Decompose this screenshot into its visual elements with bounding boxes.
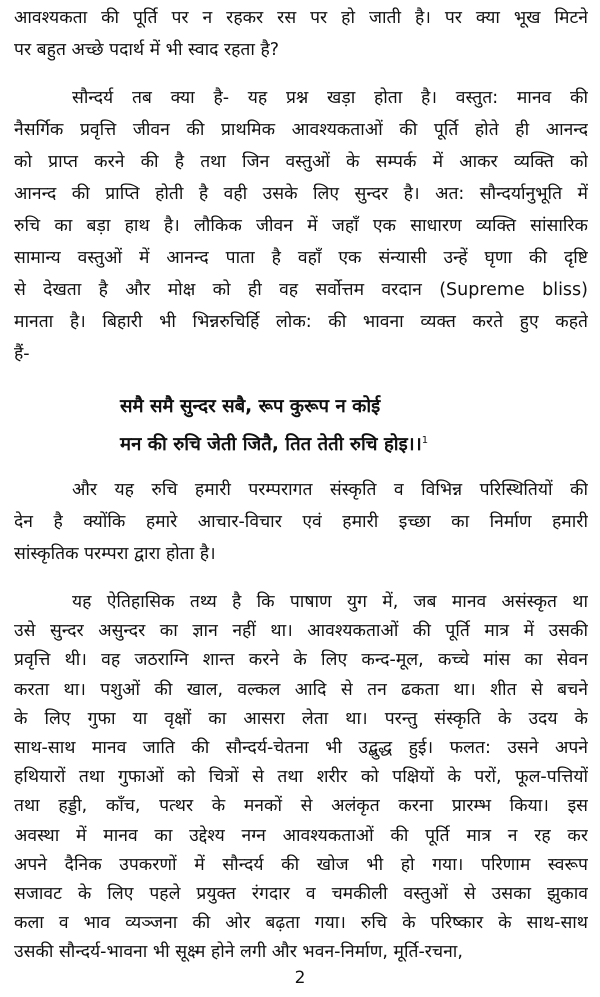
paragraph-4-line: उसकी सौन्दर्य-भावना भी सूक्ष्म होने लगी और भवन-निर्माण, मूर्ति-रचना, [14,942,463,963]
paragraph-2-line: मानता है। बिहारी भी भिन्नरुचिर्हि लोक: की भावना व्यक्त करते हुए कहते [14,312,588,332]
paragraph-2-line: से देखता है और मोक्ष को ही वह सर्वोत्तम वरदान (Supreme bliss) [14,280,588,300]
verse-line-1: समै समै सुन्दर सबै, रूप कुरूप न कोई [120,396,381,417]
paragraph-1-line: आवश्यकता की पूर्ति पर न रहकर रस पर हो जाती है। पर क्या भूख मिटने [14,8,588,28]
paragraph-4-line: उसे सुन्दर असुन्दर का ज्ञान नहीं था। आवश्यकताओं की पूर्ति मात्र में उसकी [14,621,588,642]
paragraph-2-line: को प्राप्त करने की है तथा जिन वस्तुओं के सम्पर्क में आकर व्यक्ति को [14,152,588,172]
paragraph-4-line: हथियारों तथा गुफाओं को चित्रों से तथा शरीर को पक्षियों के परों, फूल-पत्तियों [14,767,588,788]
paragraph-2-line: सौन्दर्य तब क्या है- यह प्रश्न खड़ा होता है। वस्तुत: मानव की [72,88,588,108]
paragraph-4-line: साथ-साथ मानव जाति की सौन्दर्य-चेतना भी उद्बुद्ध हुई। फलत: उसने अपने [14,738,588,758]
paragraph-3-line: देन है क्योंकि हमारे आचार-विचार एवं हमारी इच्छा का निर्माण हमारी [14,512,588,532]
paragraph-4-line: अवस्था में मानव का उद्देश्य नग्न आवश्यकताओं की पूर्ति मात्र न रह कर [14,825,588,846]
paragraph-1-line: पर बहुत अच्छे पदार्थ में भी स्वाद रहता है? [14,40,280,60]
paragraph-4-line: यह ऐतिहासिक तथ्य है कि पाषाण युग में, जब मानव असंस्कृत था [72,592,588,612]
paragraph-4-line: अपने दैनिक उपकरणों में सौन्दर्य की खोज भी हो गया। परिणाम स्वरूप [14,854,588,875]
paragraph-4-line: कला व भाव व्यञ्जना की ओर बढ़ता गया। रुचि के परिष्कार के साथ-साथ [14,913,588,934]
paragraph-4-line: सजावट के लिए पहले प्रयुक्त रंगदार व चमकीली वस्तुओं से उसका झुकाव [14,884,588,904]
paragraph-4-line: तथा हड्डी, काँच, पत्थर के मनकों से अलंकृत करना प्रारम्भ किया। इस [14,796,588,817]
verse-line-2-text: मन की रुचि जेती जितै, तित तेती रुचि होइ।। [120,434,422,456]
paragraph-2-line: हैं- [14,344,30,364]
verse-line-2 [120,428,560,462]
paragraph-3-line: सांस्कृतिक परम्परा द्वारा होता है। [14,544,216,564]
paragraph-2-line: आनन्द की प्राप्ति होती है वही उसके लिए सुन्दर है। अत: सौन्दर्यानुभूति में [14,184,588,204]
paragraph-3-line: और यह रुचि हमारी परम्परागत संस्कृति व विभिन्न परिस्थितियों की [72,480,588,500]
paragraph-4-line: करता था। पशुओं की खाल, वल्कल आदि से तन ढकता था। शीत से बचने [14,679,588,700]
paragraph-4-line: प्रवृत्ति थी। वह जठराग्नि शान्त करने के लिए कन्द-मूल, कच्चे मांस का सेवन [14,650,588,671]
paragraph-2-line: नैसर्गिक प्रवृत्ति जीवन की प्राथमिक आवश्यकताओं की पूर्ति होते ही आनन्द [14,120,588,140]
paragraph-2-line: सामान्य वस्तुओं में आनन्द पाता है वहाँ एक संन्यासी उन्हें घृणा की दृष्टि [14,248,588,268]
footnote-marker: 1 [421,435,429,446]
paragraph-2-line: रुचि का बड़ा हाथ है। लौकिक जीवन में जहाँ एक साधारण व्यक्ति सांसारिक [14,216,588,236]
paragraph-4-line: के लिए गुफा या वृक्षों का आसरा लेता था। परन्तु संस्कृति के उदय के [14,708,588,729]
page-number: 2 [294,968,306,988]
